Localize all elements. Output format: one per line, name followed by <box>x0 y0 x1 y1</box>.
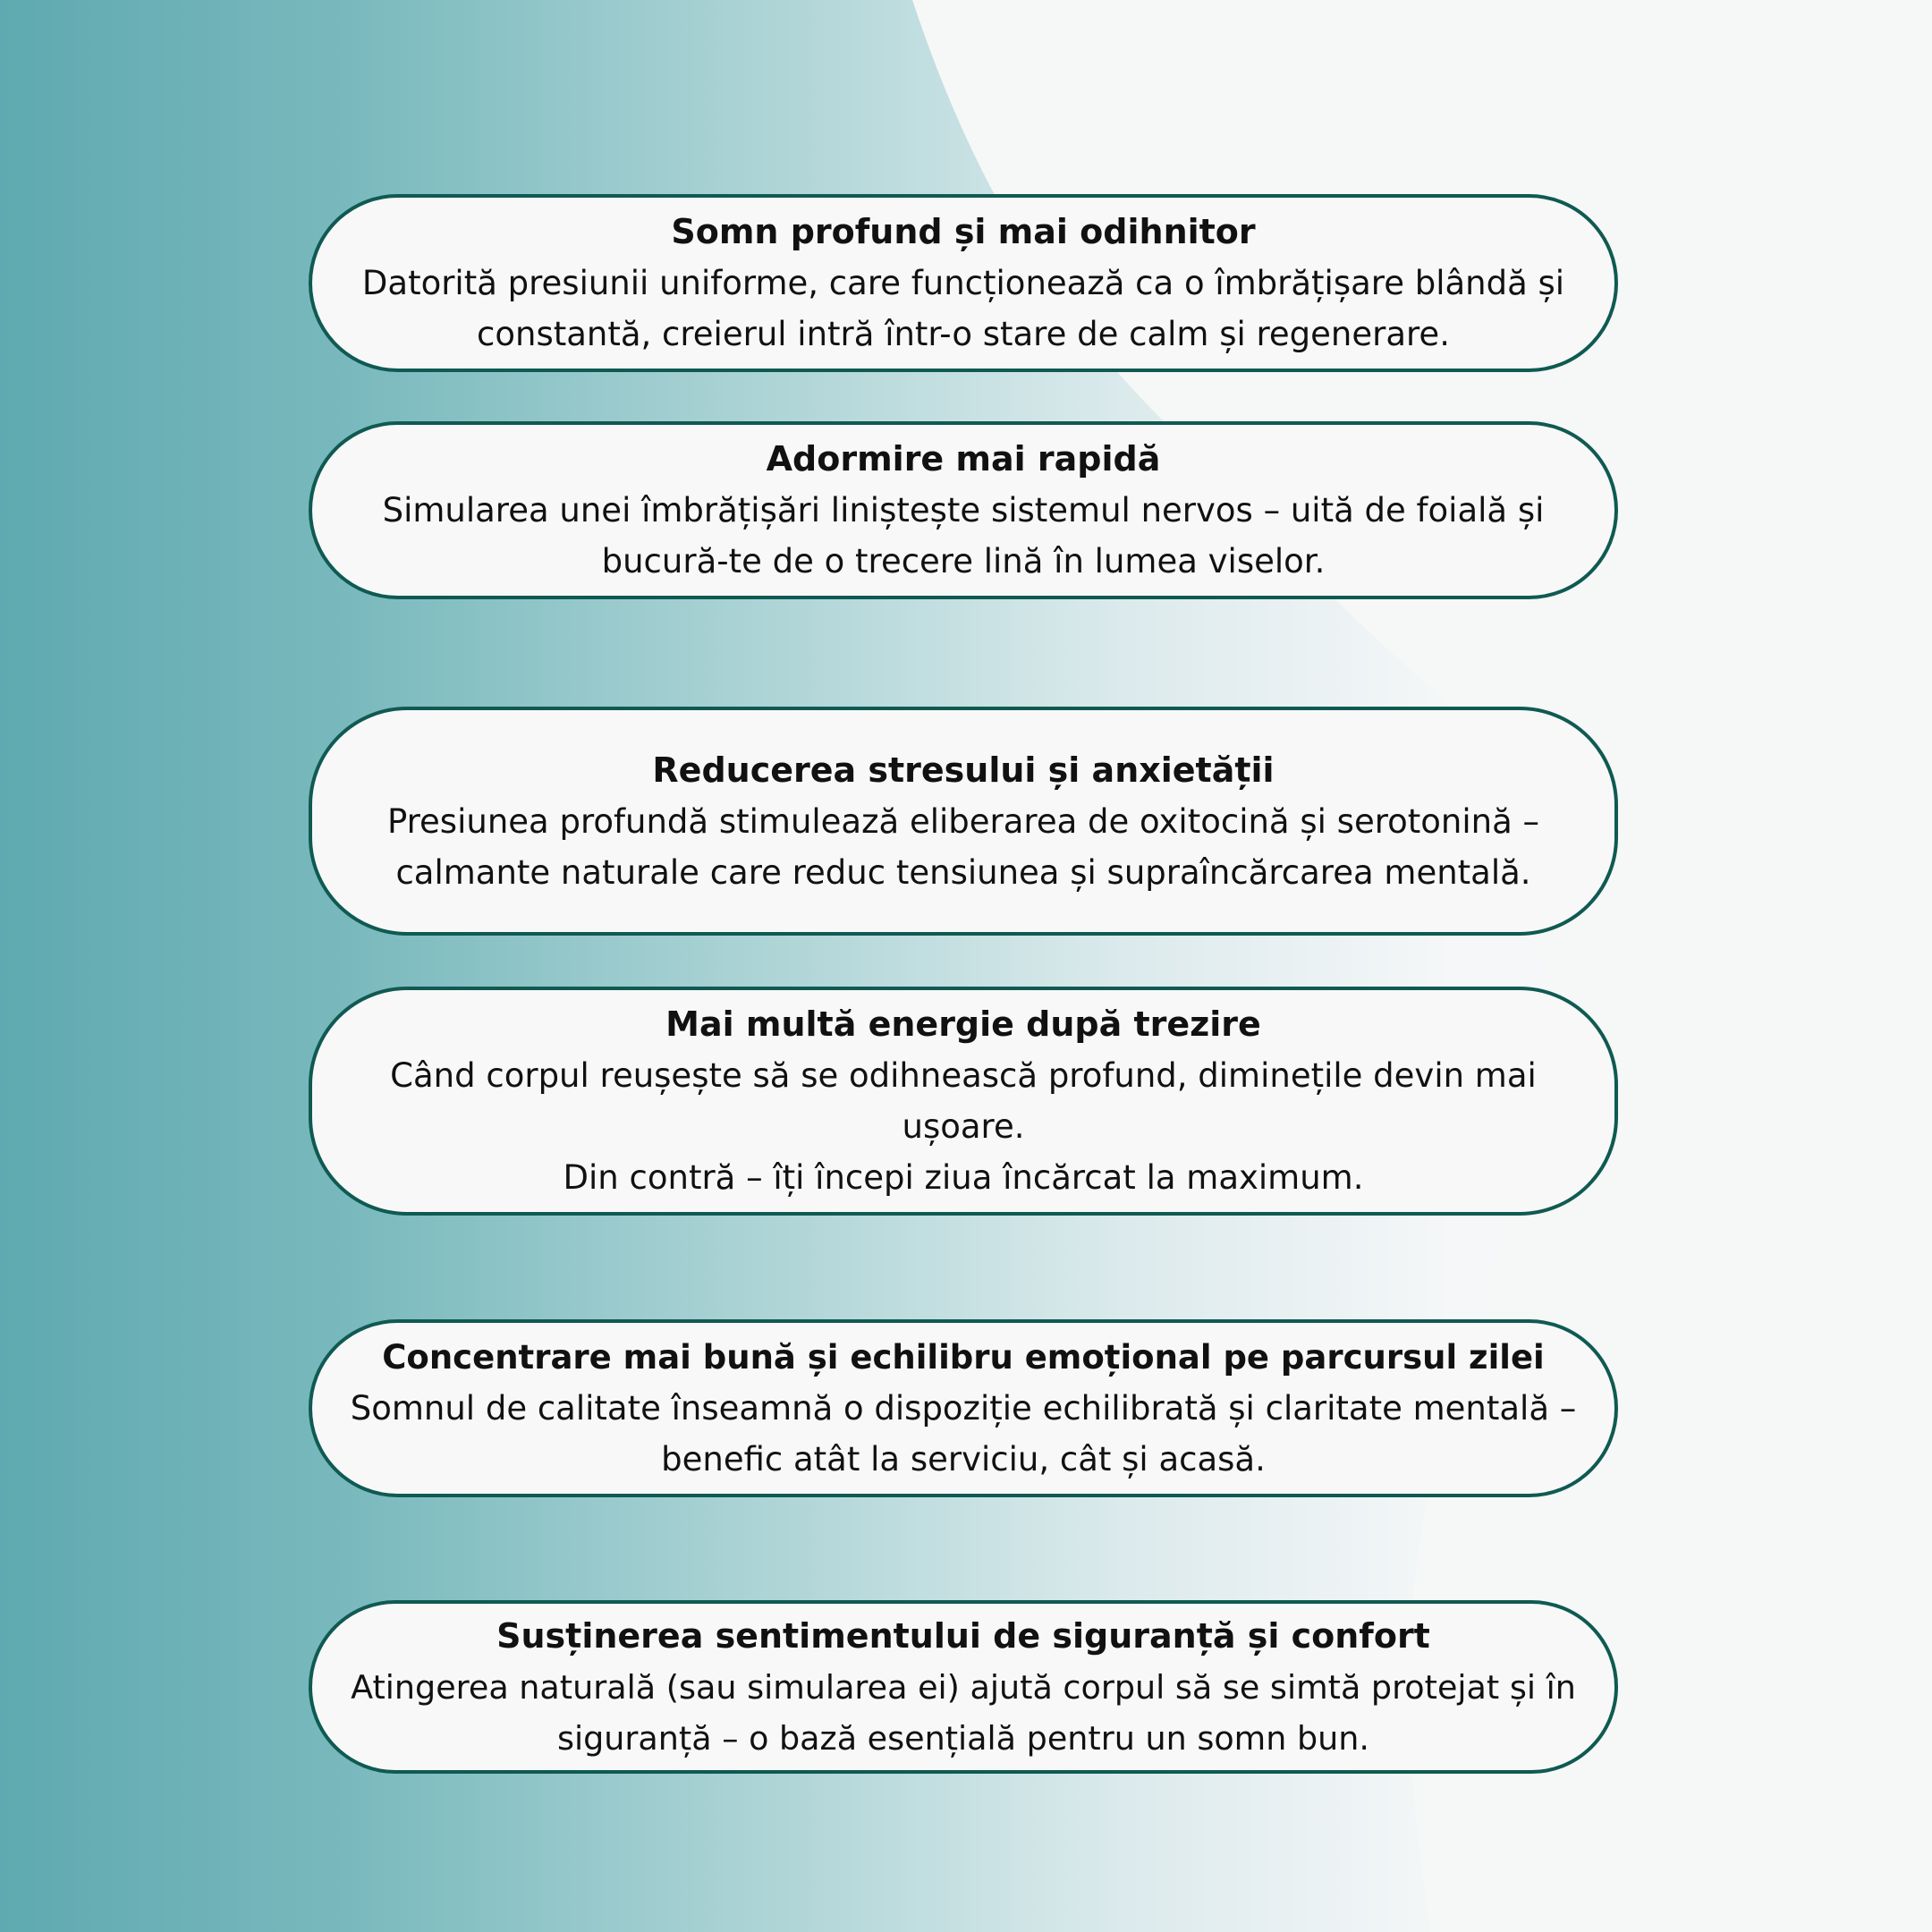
benefit-description: Când corpul reușește să se odihnească profund, diminețile devin mai ușoare. <box>390 1056 1537 1146</box>
benefit-description: Atingerea naturală (sau simularea ei) ajută corpul să se simtă protejat și în siguranță – o bază esențială pentru un somn bun. <box>351 1667 1576 1758</box>
benefit-card-stress-reduction <box>309 707 1618 936</box>
benefit-description: Presiunea profundă stimulează eliberarea de oxitocină și serotonină – calmante naturale care reduc tensiunea și supraîncărcarea mentală. <box>386 801 1540 892</box>
benefit-title: Reducerea stresului și anxietății <box>652 750 1275 790</box>
benefit-card-deep-sleep <box>309 194 1618 372</box>
benefit-title: Adormire mai rapidă <box>766 439 1161 479</box>
benefit-card-faster-sleep <box>309 421 1618 599</box>
benefit-title: Somn profund și mai odihnitor <box>671 212 1256 251</box>
benefit-description: Simularea unei îmbrățișări liniștește sistemul nervos – uită de foială și bucură-te de o trecere lină în lumea viselor. <box>382 491 1545 580</box>
benefit-card-concentration <box>309 1319 1618 1497</box>
benefit-description: Datorită presiunii uniforme, care funcționează ca o îmbrățișare blândă și constantă, creierul intră într-o stare de calm și regenerare. <box>361 264 1565 353</box>
benefit-title: Mai multă energie după trezire <box>665 1004 1261 1044</box>
benefit-extra-line: Din contră – îți începi ziua încărcat la maximum. <box>563 1158 1364 1197</box>
benefit-description: Somnul de calitate înseamnă o dispoziție echilibrată și claritate mentală – benefic atât la serviciu, cât și acasă. <box>350 1389 1577 1479</box>
benefit-title: Concentrare mai bună și echilibru emoțional pe parcursul zilei <box>382 1338 1545 1377</box>
benefit-card-more-energy <box>309 987 1618 1216</box>
benefit-title: Susținerea sentimentului de siguranță și confort <box>496 1615 1430 1656</box>
benefit-card-safety-comfort <box>309 1600 1618 1774</box>
